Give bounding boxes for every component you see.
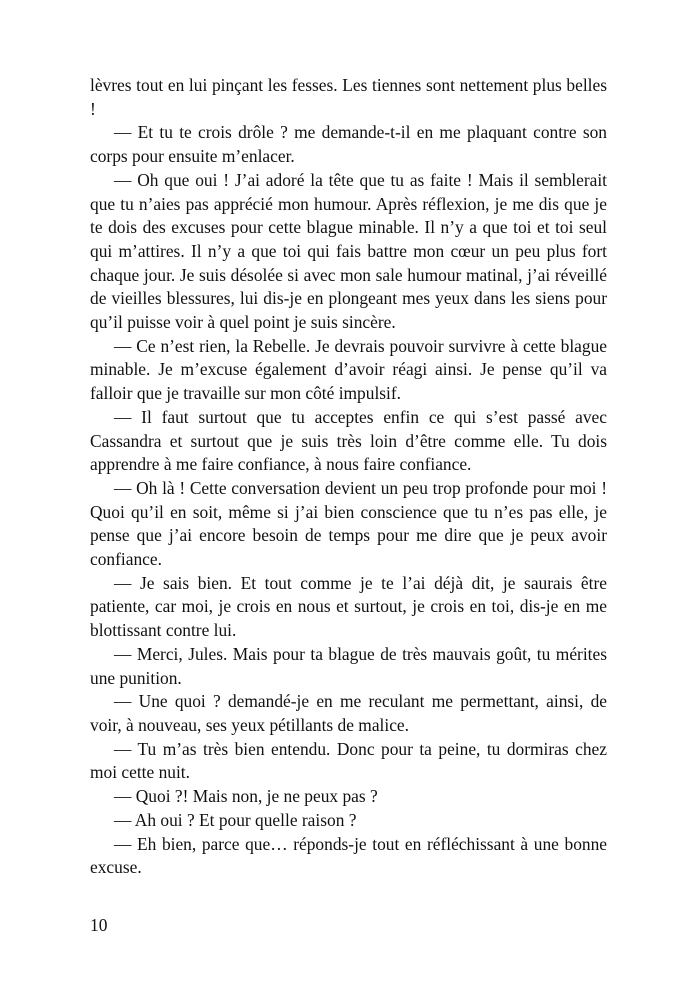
dialogue-paragraph: — Et tu te crois drôle ? me demande-t-il en me plaquant contre son corps pour ensuite m’enlacer. <box>90 122 607 167</box>
paragraph-continuation: lèvres tout en lui pinçant les fesses. Les tiennes sont nettement plus belles ! <box>90 75 607 119</box>
dialogue-paragraph: — Une quoi ? demandé-je en me reculant me permettant, ainsi, de voir, à nouveau, ses yeux pétillants de malice. <box>90 691 607 735</box>
dialogue-paragraph: — Quoi ?! Mais non, je ne peux pas ? <box>114 786 378 807</box>
dialogue-paragraph: — Il faut surtout que tu acceptes enfin ce qui s’est passé avec Cassandra et surtout que je suis très loin d’être comme elle. Tu dois apprendre à me faire confiance, à nous faire confiance. <box>90 406 607 475</box>
dialogue-paragraph: — Merci, Jules. Mais pour ta blague de très mauvais goût, tu mérites une punition. <box>90 643 607 688</box>
dialogue-paragraph: — Je sais bien. Et tout comme je te l’ai déjà dit, je saurais être patiente, car moi, je crois en nous et surtout, je crois en toi, dis-je en me blottissant contre lui. <box>90 572 607 641</box>
page-number: 10 <box>90 915 108 935</box>
dialogue-paragraph: — Oh là ! Cette conversation devient un peu trop profonde pour moi ! Quoi qu’il en soit, même si j’ai bien conscience que tu n’es pas elle, je pense que j’ai encore besoin de temps pour me dire que je peux avoir confiance. <box>90 477 607 570</box>
dialogue-paragraph: — Oh que oui ! J’ai adoré la tête que tu as faite ! Mais il semblerait que tu n’aies pas apprécié mon humour. Après réflexion, je me dis que je te dois des excuses pour cette blague minable. Il n’y a que toi et toi seul qui m’attires. Il n’y a que toi qui fais battre mon cœur un peu plus fort chaque jour. Je suis désolée si avec mon sale humour matinal, j’ai réveillé de vieilles blessures, lui dis-je en plongeant mes yeux dans les siens pour qu’il puisse voir à quel point je suis sincère. <box>90 169 607 333</box>
dialogue-paragraph: — Ah oui ? Et pour quelle raison ? <box>114 809 357 830</box>
body-text <box>90 74 607 880</box>
dialogue-paragraph: — Ce n’est rien, la Rebelle. Je devrais pouvoir survivre à cette blague minable. Je m’excuse également d’avoir réagi ainsi. Je pense qu’il va falloir que je travaille sur mon côté impulsif. <box>90 335 607 404</box>
dialogue-paragraph: — Eh bien, parce que… réponds-je tout en réfléchissant à une bonne excuse. <box>90 833 607 878</box>
dialogue-paragraph: — Tu m’as très bien entendu. Donc pour ta peine, tu dormiras chez moi cette nuit. <box>90 738 607 783</box>
